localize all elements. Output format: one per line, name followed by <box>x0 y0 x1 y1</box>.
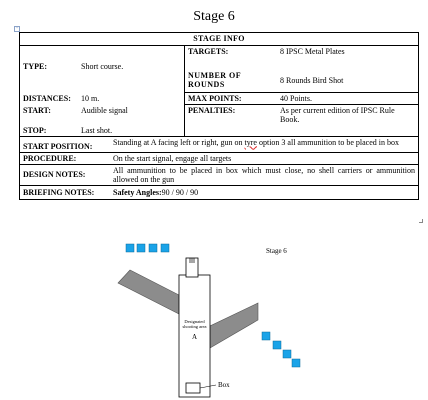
type-value: Short course. <box>81 62 124 71</box>
right-wall <box>210 303 258 348</box>
shooting-area-label <box>179 319 210 329</box>
stop-value: Last shot. <box>81 125 113 135</box>
left-wall <box>118 270 179 314</box>
metal-plate-target <box>149 244 157 252</box>
diagram-caption: Stage 6 <box>266 247 287 255</box>
stop-cell <box>20 125 185 137</box>
metal-plate-target <box>292 359 300 367</box>
start-position-value <box>113 138 415 151</box>
start-cell <box>20 105 185 125</box>
design-notes-row <box>20 164 419 185</box>
misspelled-word[interactable]: tyre <box>244 137 257 147</box>
maxpoints-value: 40 Points. <box>280 94 313 103</box>
procedure-row <box>20 152 419 164</box>
box-label: Box <box>218 381 230 389</box>
top-plate-group <box>126 244 169 252</box>
start-position-row <box>20 136 419 152</box>
maxpoints-label: MAX POINTS: <box>188 94 242 103</box>
distances-label: DISTANCES: <box>23 93 71 103</box>
page-title: Stage 6 <box>193 9 235 24</box>
table-anchor-icon[interactable]: + <box>15 26 19 31</box>
safety-angles-value: 90 / 90 / 90 <box>161 187 199 197</box>
penalties-label: PENALTIES: <box>188 106 236 115</box>
distances-value: 10 m. <box>81 93 100 103</box>
metal-plate-target <box>161 244 169 252</box>
stage-info-header: STAGE INFO <box>20 33 419 46</box>
metal-plate-target <box>126 244 134 252</box>
start-position-text-a: Standing at A facing left or right, gun on <box>113 137 245 147</box>
stage-info-table <box>19 32 419 200</box>
metal-plate-target <box>262 332 270 340</box>
table-resize-handle[interactable] <box>419 219 423 223</box>
start-position-text-b: option 3 all ammunition to be placed in box <box>256 137 399 147</box>
start-value: Audible signal <box>81 105 128 115</box>
targets-value: 8 IPSC Metal Plates <box>280 47 345 56</box>
shooting-area-label-line1: Designated <box>184 319 205 324</box>
area-letter: A <box>191 333 198 341</box>
metal-plate-target <box>283 350 291 358</box>
metal-plate-target <box>273 341 281 349</box>
maxpoints-cell <box>185 93 419 105</box>
stage-diagram <box>0 230 428 400</box>
procedure-value: On the start signal, engage all targets <box>113 153 232 163</box>
design-notes-label: DESIGN NOTES: <box>23 169 86 179</box>
safety-angles-label: Safety Angles: <box>113 187 162 197</box>
rounds-value: 8 Rounds Bird Shot <box>280 76 344 85</box>
procedure-label: PROCEDURE: <box>23 153 77 163</box>
type-label: TYPE: <box>23 62 47 71</box>
targets-label: TARGETS: <box>188 47 229 56</box>
right-plate-group <box>262 332 300 367</box>
design-notes-value: All ammunition to be placed in box which must close, no shell carriers or ammunition allowed on the gun <box>113 165 415 184</box>
metal-plate-target <box>137 244 145 252</box>
penalties-cell <box>185 105 419 137</box>
distances-cell <box>20 93 185 105</box>
penalties-value: As per current edition of IPSC Rule Book. <box>280 106 395 124</box>
type-cell <box>20 46 185 93</box>
start-position-label: START POSITION: <box>23 141 93 151</box>
rounds-label: NUMBER OF ROUNDS <box>188 71 241 89</box>
targets-cell <box>185 46 419 93</box>
briefing-notes-row <box>20 185 419 199</box>
start-label: START: <box>23 105 51 115</box>
stop-label: STOP: <box>23 125 47 135</box>
ammo-box <box>186 383 200 393</box>
briefing-label: BRIEFING NOTES: <box>23 187 95 197</box>
shooting-area-label-line2: shooting area <box>182 324 207 329</box>
diagram-canvas <box>0 230 428 400</box>
